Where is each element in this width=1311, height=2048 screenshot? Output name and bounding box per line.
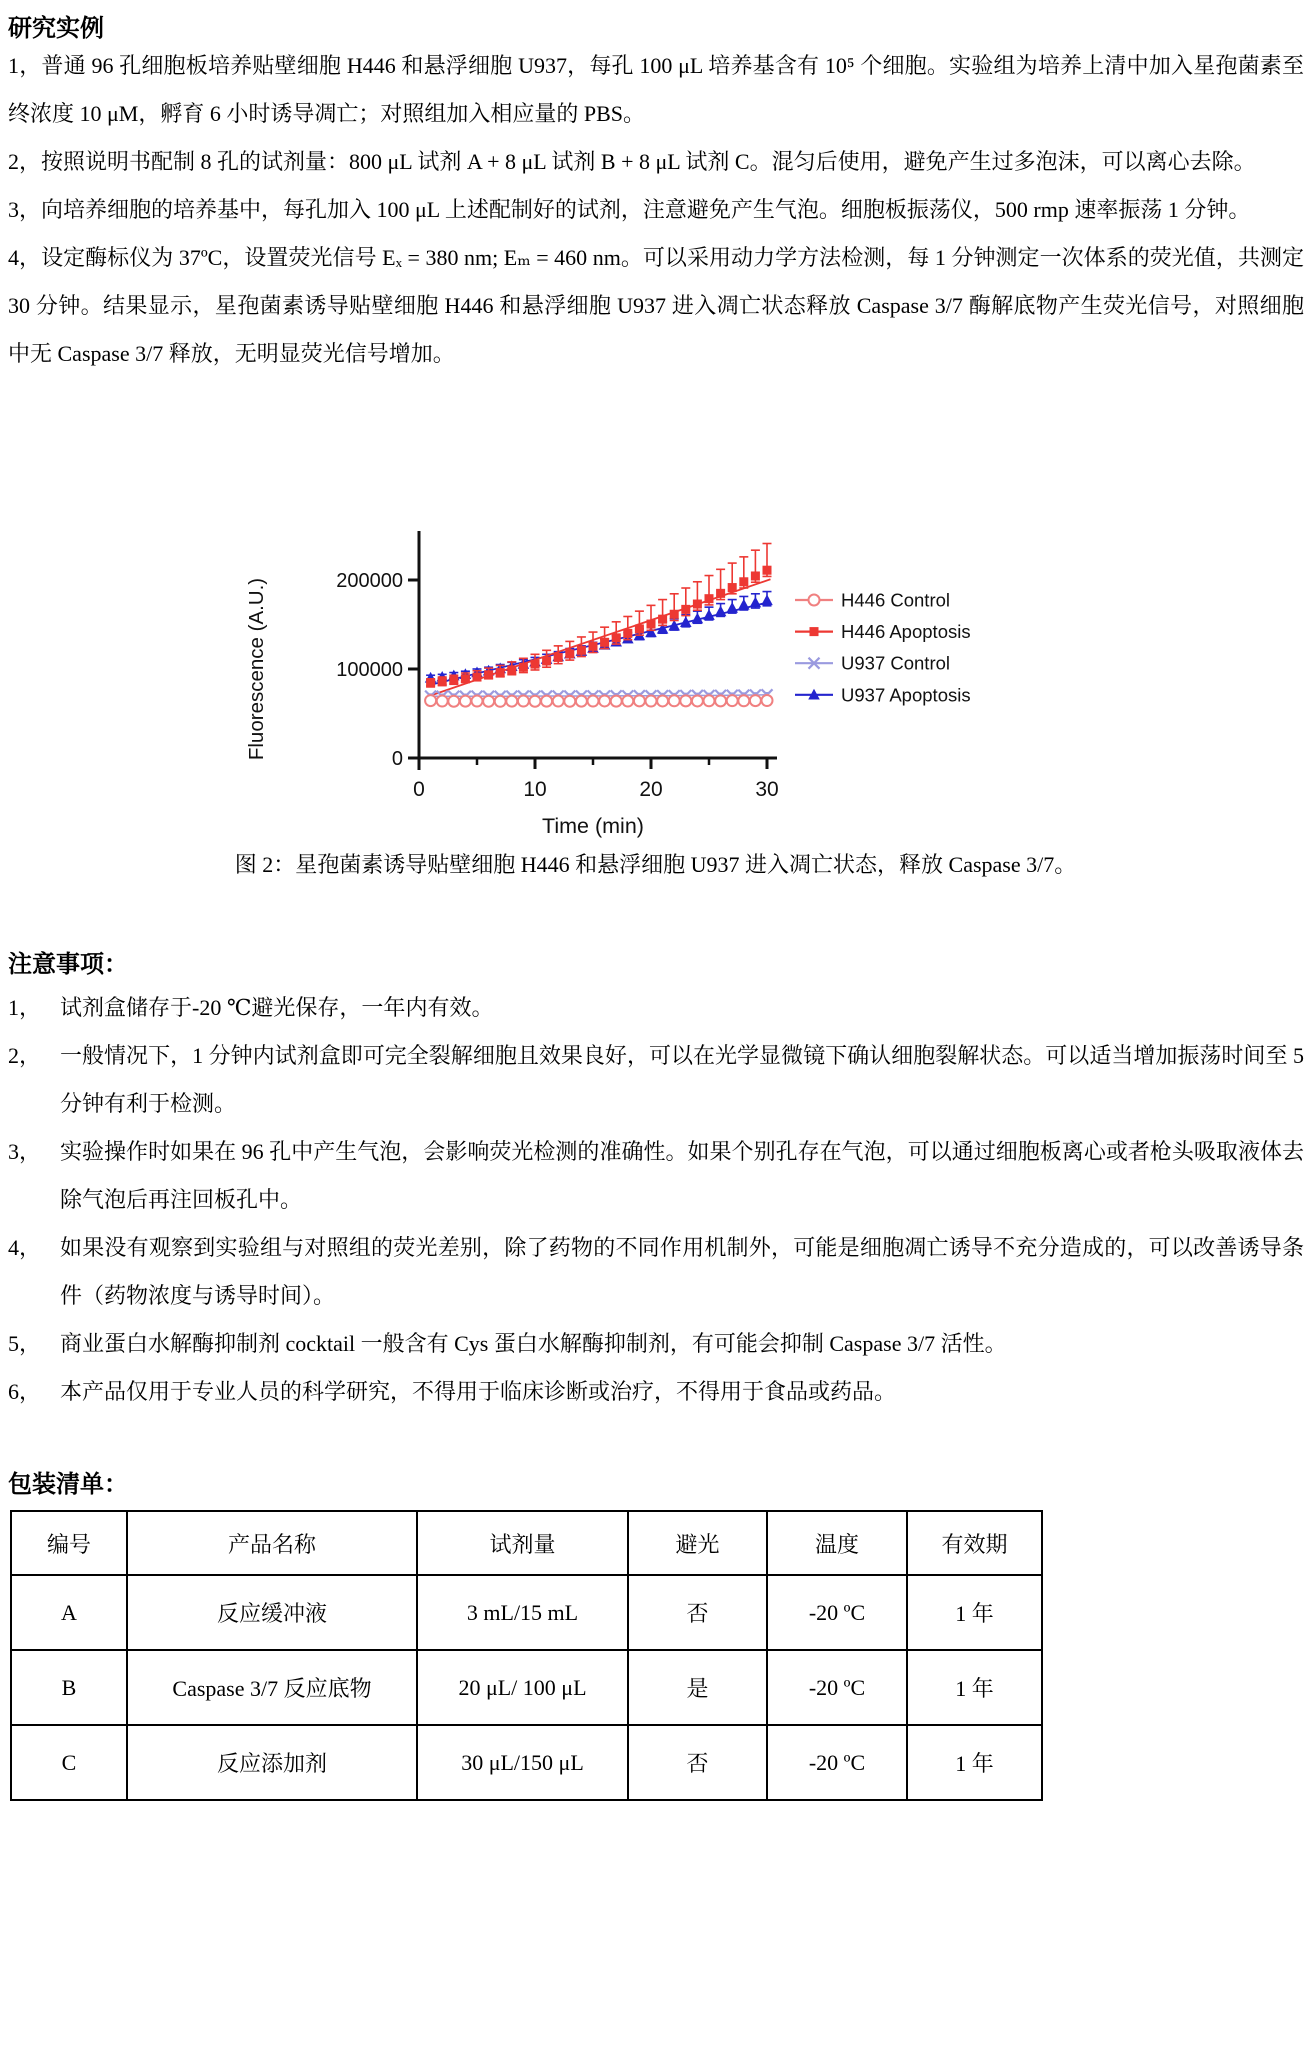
note-text: 一般情况下，1 分钟内试剂盒即可完全裂解细胞且效果良好，可以在光学显微镜下确认细胞裂解状态。可以适当增加振荡时间至 5 分钟有利于检测。 [60, 1043, 1304, 1116]
table-cell: 否 [628, 1725, 767, 1800]
table-cell: A [11, 1575, 127, 1650]
packing-row-A [11, 1575, 1042, 1650]
notes-list [8, 984, 1304, 1416]
note-number: 5， [8, 1331, 42, 1356]
packing-row-C [11, 1725, 1042, 1800]
packing-header-row [11, 1511, 1042, 1575]
svg-text:U937 Control: U937 Control [841, 652, 951, 674]
note-item [8, 1128, 1304, 1224]
table-cell: 否 [628, 1575, 767, 1650]
table-cell: 3 mL/15 mL [417, 1575, 628, 1650]
packing-row-B [11, 1650, 1042, 1725]
note-text: 如果没有观察到实验组与对照组的荧光差别，除了药物的不同作用机制外，可能是细胞凋亡诱导不充分造成的，可以改善诱导条件（药物浓度与诱导时间）。 [60, 1235, 1304, 1308]
table-cell: 1 年 [907, 1575, 1042, 1650]
packing-table [10, 1510, 1043, 1801]
series-h446-apoptosis [426, 544, 771, 697]
table-cell: 反应添加剂 [127, 1725, 417, 1800]
fluorescence-chart [235, 523, 1035, 863]
section-title-packing-list: 包装清单： [8, 1472, 128, 1498]
research-paragraph-4: 4，设定酶标仪为 37ºC，设置荧光信号 Eₓ = 380 nm; Eₘ = 460 nm。可以采用动力学方法检测，每 1 分钟测定一次体系的荧光值，共测定 30 分钟。结果显示，星孢菌素诱导贴壁细胞 H446 和悬浮细胞 U937 进入凋亡状态释放 Caspase 3/7 酶解底物产生荧光信号，对照细胞中无 Caspase 3/7 释放，无明显荧光信号增加。 [8, 245, 1304, 366]
research-paragraph-2: 2，按照说明书配制 8 孔的试剂量：800 μL 试剂 A + 8 μL 试剂 B + 8 μL 试剂 C。混匀后使用，避免产生过多泡沫，可以离心去除。 [8, 149, 1256, 174]
note-number: 1， [8, 995, 42, 1020]
note-item [8, 1224, 1304, 1320]
svg-text:0: 0 [391, 748, 403, 770]
table-cell: 1 年 [907, 1650, 1042, 1725]
figure-caption: 图 2：星孢菌素诱导贴壁细胞 H446 和悬浮细胞 U937 进入凋亡状态，释放 Caspase 3/7。 [234, 852, 1077, 877]
note-number: 6， [8, 1379, 42, 1404]
note-text: 实验操作时如果在 96 孔中产生气泡，会影响荧光检测的准确性。如果个别孔存在气泡，可以通过细胞板离心或者枪头吸取液体去除气泡后再注回板孔中。 [60, 1139, 1304, 1212]
research-paragraph-1: 1，普通 96 孔细胞板培养贴壁细胞 H446 和悬浮细胞 U937，每孔 100 μL 培养基含有 10⁵ 个细胞。实验组为培养上清中加入星孢菌素至终浓度 10 μM，孵育 6 小时诱导凋亡；对照组加入相应量的 PBS。 [8, 53, 1304, 126]
svg-text:Fluorescence (A.U.): Fluorescence (A.U.) [245, 577, 268, 761]
legend-item-h446-control [795, 590, 950, 611]
note-number: 4， [8, 1235, 42, 1260]
table-cell: -20 ºC [767, 1575, 907, 1650]
table-cell: 20 μL/ 100 μL [417, 1650, 628, 1725]
note-text: 本产品仅用于专业人员的科学研究，不得用于临床诊断或治疗，不得用于食品或药品。 [60, 1379, 897, 1404]
svg-text:Time (min): Time (min) [542, 814, 644, 838]
note-text: 商业蛋白水解酶抑制剂 cocktail 一般含有 Cys 蛋白水解酶抑制剂，有可能会抑制 Caspase 3/7 活性。 [60, 1331, 1007, 1356]
note-item [8, 1320, 1304, 1368]
svg-text:H446 Apoptosis: H446 Apoptosis [841, 621, 971, 643]
table-cell: B [11, 1650, 127, 1725]
svg-text:100000: 100000 [336, 659, 403, 681]
svg-text:20: 20 [639, 778, 663, 801]
header-cell-shelf-life: 有效期 [907, 1511, 1042, 1575]
section-title-notes: 注意事项： [8, 952, 128, 978]
header-cell-light: 避光 [628, 1511, 767, 1575]
note-item [8, 984, 1304, 1032]
table-cell: 是 [628, 1650, 767, 1725]
section-title-research-example: 研究实例 [8, 16, 104, 42]
table-cell: -20 ºC [767, 1725, 907, 1800]
research-paragraph-3: 3，向培养细胞的培养基中，每孔加入 100 μL 上述配制好的试剂，注意避免产生气泡。细胞板振荡仪，500 rmp 速率振荡 1 分钟。 [8, 197, 1251, 222]
svg-text:0: 0 [413, 778, 425, 801]
note-number: 2， [8, 1043, 42, 1068]
header-cell-product: 产品名称 [127, 1511, 417, 1575]
table-cell: 30 μL/150 μL [417, 1725, 628, 1800]
table-cell: -20 ºC [767, 1650, 907, 1725]
svg-text:30: 30 [755, 778, 779, 801]
table-cell: 1 年 [907, 1725, 1042, 1800]
note-item [8, 1368, 1304, 1416]
svg-text:H446 Control: H446 Control [841, 589, 951, 611]
header-cell-temp: 温度 [767, 1511, 907, 1575]
legend-item-h446-apoptosis [795, 621, 971, 642]
header-cell-id: 编号 [11, 1511, 127, 1575]
table-cell: Caspase 3/7 反应底物 [127, 1650, 417, 1725]
note-number: 3， [8, 1139, 42, 1164]
series-h446-control [425, 695, 772, 707]
research-paragraphs [8, 42, 1304, 378]
legend-item-u937-apoptosis [795, 684, 971, 705]
table-cell: C [11, 1725, 127, 1800]
note-text: 试剂盒储存于-20 ℃避光保存，一年内有效。 [60, 995, 494, 1020]
svg-text:U937 Apoptosis: U937 Apoptosis [841, 684, 971, 706]
svg-text:200000: 200000 [336, 570, 403, 592]
note-item [8, 1032, 1304, 1128]
header-cell-quantity: 试剂量 [417, 1511, 628, 1575]
svg-text:10: 10 [523, 778, 547, 801]
table-cell: 反应缓冲液 [127, 1575, 417, 1650]
legend-item-u937-control [795, 653, 950, 674]
